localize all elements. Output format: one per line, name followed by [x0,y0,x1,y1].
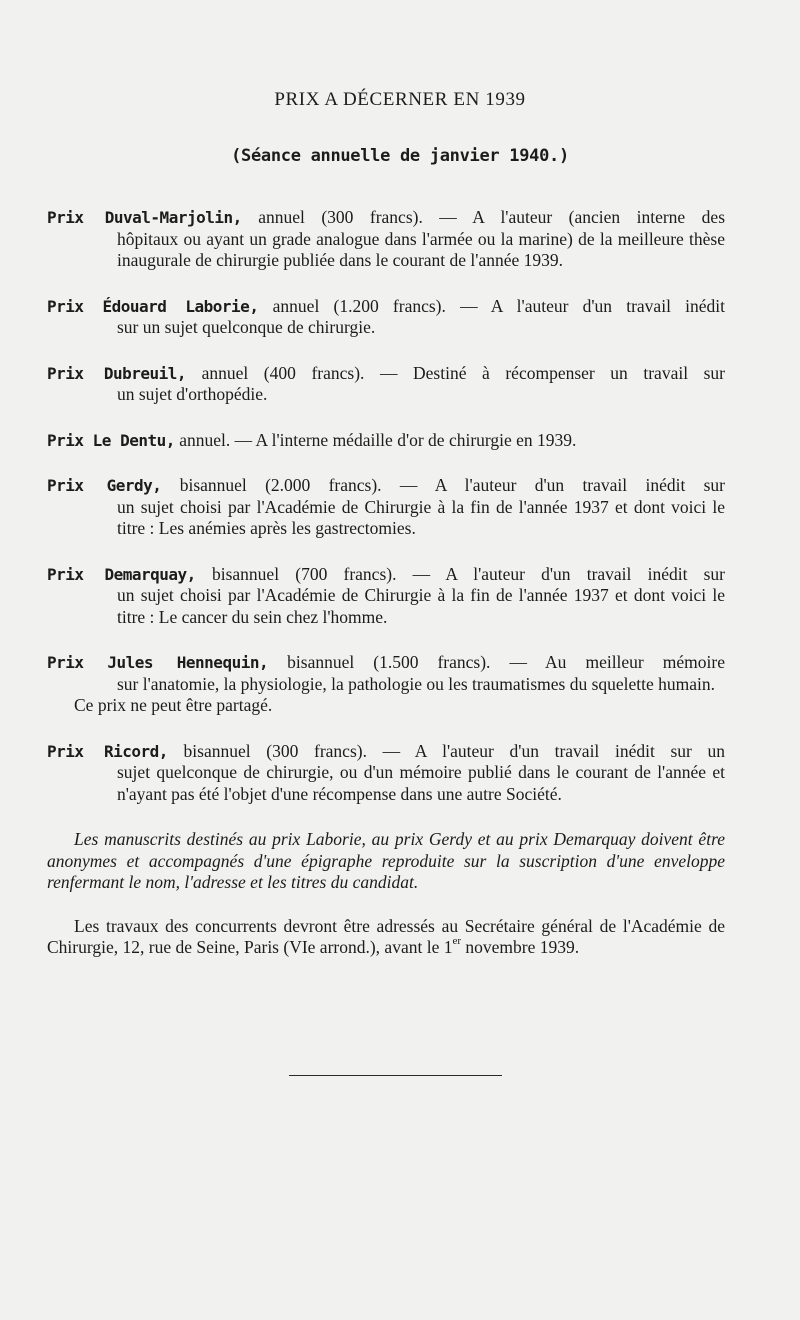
prize-first-line [47,296,725,318]
prize-description: hôpitaux ou ayant un grade analogue dans l'armée ou la marine) de la meilleure thèse inaugurale de chirurgie publiée dans le courant de l'année 1939. [117,228,725,270]
prize-entry [47,564,725,629]
prize-description: sujet quelconque de chirurgie, ou d'un mémoire publié dans le courant de l'année et n'ayant pas été l'objet d'une récompense dans une autre Société. [117,762,725,804]
prize-description-start: bisannuel (300 francs). — A l'auteur d'un travail inédit sur un [167,740,726,761]
prize-first-line [47,564,725,586]
end-rule [289,1075,502,1076]
prize-first-line [47,207,725,229]
manuscript-note: Les manuscrits destinés au prix Laborie, au prix Gerdy et au prix Demarquay doivent être anonymes et accompagnés d'une épigraphe reproduite sur la suscription d'une enveloppe renfermant le nom, l'adresse et les titres du candidat. [47,829,725,892]
closing-text: Les travaux des concurrents devront être adressés au Secrétaire général de l'Académie de Chirurgie, 12, rue de Seine, Paris (VIe arrond.), avant le [47,915,725,957]
prize-name: Prix Gerdy, [47,476,162,495]
prize-entry [47,475,725,540]
session-subtitle: (Séance annuelle de janvier 1940.) [231,146,569,166]
prize-description: sur l'anatomie, la physiologie, la pathologie ou les traumatismes du squelette humain. [117,673,716,694]
prize-description-start: annuel (400 francs). — Destiné à récompenser un travail sur [186,362,726,383]
closing-day-suffix: er [452,935,462,947]
prize-entry [47,430,725,452]
closing-paragraph [47,916,725,959]
prize-name: Prix Demarquay, [47,564,196,584]
prize-description-start: bisannuel (1.500 francs). — Au meilleur mémoire [268,652,725,672]
prize-first-line [47,430,576,450]
page-title: PRIX A DÉCERNER EN 1939 [274,89,526,110]
prize-note: Ce prix ne peut être partagé. [74,695,273,715]
prize-description-start: annuel (300 francs). — A l'auteur (ancien interne des [241,207,725,227]
prize-description: un sujet d'orthopédie. [117,384,268,404]
prize-first-line [47,363,725,385]
prize-description: un sujet choisi par l'Académie de Chirurgie à la fin de l'année 1937 et dont voici le titre : Les anémies après les gastrectomies. [117,496,725,538]
prize-entry [47,363,725,406]
prize-name: Prix Jules Hennequin, [47,653,269,672]
prize-name: Prix Le Dentu, [47,430,175,450]
prize-name: Prix Dubreuil, [47,363,187,383]
prize-entry [47,652,725,717]
prize-name: Prix Édouard Laborie, [47,296,259,316]
prize-name: Prix Ricord, [47,741,168,761]
prize-entry [47,207,725,272]
prize-first-line [47,475,725,497]
prize-entry [47,296,725,339]
prize-description-start: bisannuel (2.000 francs). — A l'auteur d'un travail inédit sur [161,475,726,495]
prize-description-start: bisannuel (700 francs). — A l'auteur d'un travail inédit sur [195,563,726,584]
prize-entry [47,741,725,806]
prize-list [47,207,725,959]
prize-name: Prix Duval-Marjolin, [47,208,242,227]
prize-description-start: annuel (1.200 francs). — A l'auteur d'un travail inédit [258,295,725,316]
closing-day: 1 [443,937,453,957]
prize-description-start: annuel. — A l'interne médaille d'or de chirurgie en 1939. [174,429,577,450]
prize-description: sur un sujet quelconque de chirurgie. [117,317,376,337]
prize-description: un sujet choisi par l'Académie de Chirurgie à la fin de l'année 1937 et dont voici le titre : Le cancer du sein chez l'homme. [117,585,725,627]
prize-first-line [47,741,725,763]
prize-first-line [47,652,725,674]
closing-end: novembre 1939. [461,937,580,957]
